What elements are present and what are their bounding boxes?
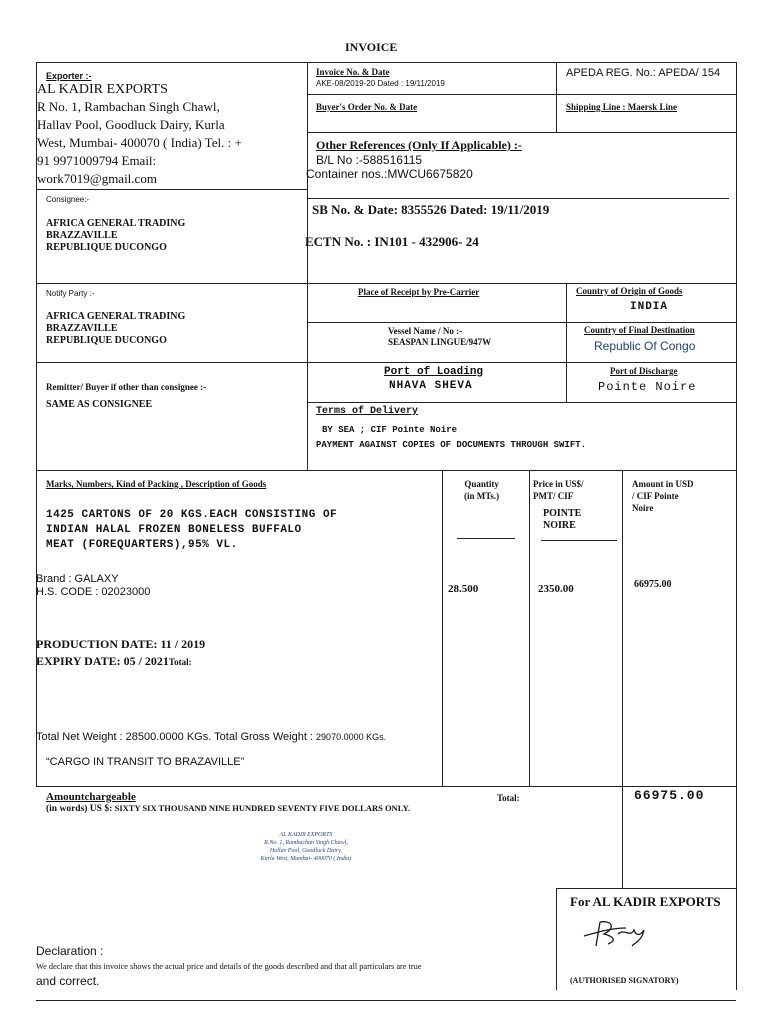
goods-frame-right	[736, 470, 737, 888]
frame-h-402	[307, 402, 736, 403]
amount-words-label: (in words) US $:	[46, 804, 115, 814]
invoice-no-heading: Invoice No. & Date	[316, 67, 390, 77]
terms-line1: BY SEA ; CIF Pointe Noire	[322, 425, 458, 435]
frame-mid-divider	[307, 62, 308, 470]
total-label: Total:	[497, 793, 520, 803]
signature-image	[578, 912, 658, 952]
shipping-line: Shipping Line : Maersk Line	[566, 102, 678, 112]
sign-box-left	[556, 888, 557, 990]
frame-origin-divider	[566, 283, 567, 402]
goods-bottom	[36, 786, 736, 787]
final-dest-heading: Country of Final Destination	[584, 325, 695, 335]
ectn-number: ECTN No. : IN101 - 432906- 24	[305, 234, 479, 249]
invoice-title: INVOICE	[345, 40, 398, 54]
frame-apeda-divider	[556, 62, 557, 132]
vessel-heading: Vessel Name / No :-	[388, 326, 463, 336]
quantity-heading: Quantity (in MTs.)	[464, 479, 500, 501]
apeda-reg: APEDA REG. No.: APEDA/ 154	[566, 67, 721, 79]
loading-value: NHAVA SHEVA	[389, 380, 473, 392]
price-underline	[541, 540, 617, 541]
goods-price: 2350.00	[538, 583, 574, 595]
refs-underline	[307, 198, 729, 199]
goods-amount: 66975.00	[634, 579, 672, 590]
origin-value: INDIA	[630, 301, 669, 313]
stamp-line4: Kurla West, Mumbai- 400070 ( India)	[260, 856, 352, 862]
discharge-heading: Port of Discharge	[610, 366, 678, 376]
goods-amount-divider	[622, 470, 623, 888]
frame-right-top	[736, 62, 737, 470]
bl-number: B/L No :-588516115	[316, 153, 423, 167]
discharge-value: Pointe Noire	[598, 380, 697, 394]
price-subheading: POINTE NOIRE	[543, 508, 582, 531]
total-amount: 66975.00	[634, 788, 705, 803]
remitter-text: SAME AS CONSIGNEE	[46, 399, 153, 410]
exporter-heading: Exporter :-	[46, 71, 92, 81]
frame-h-470	[36, 470, 736, 471]
amount-words-line	[46, 803, 410, 814]
price-heading: Price in US$/ PMT/ CIF	[533, 479, 584, 501]
company-stamp	[226, 831, 386, 863]
cargo-transit: “CARGO IN TRANSIT TO BRAZAVILLE”	[46, 756, 245, 768]
stamp-line2: R.No. 1, Rambachan Singh Chawl,	[264, 840, 348, 846]
remitter-heading: Remitter/ Buyer if other than consignee :-	[46, 382, 207, 392]
goods-quantity: 28.500	[448, 583, 479, 595]
sign-box-top	[556, 888, 736, 889]
notify-heading: Notify Party :-	[46, 289, 95, 298]
container-number: Container nos.:MWCU6675820	[306, 167, 473, 181]
weight-line	[36, 731, 386, 743]
terms-heading: Terms of Delivery	[316, 406, 419, 417]
stamp-line1: AL KADIR EXPORTS	[279, 832, 333, 838]
terms-line2: PAYMENT AGAINST COPIES OF DOCUMENTS THROUGH SWIFT.	[316, 440, 587, 450]
declaration-line1: We declare that this invoice shows the actual price and details of the goods described and that all particulars are true	[36, 962, 422, 971]
amount-words: SIXTY SIX THOUSAND NINE HUNDRED SEVENTY FIVE DOLLARS ONLY.	[114, 803, 411, 813]
sign-box-right	[736, 888, 737, 990]
frame-h-283	[36, 283, 736, 284]
frame-h-132	[307, 132, 736, 133]
origin-heading: Country of Origin of Goods	[576, 286, 683, 296]
declaration-heading: Declaration :	[36, 944, 104, 958]
pre-carrier-heading: Place of Receipt by Pre-Carrier	[358, 287, 480, 297]
exporter-name: AL KADIR EXPORTS	[37, 82, 168, 97]
amount-heading: Amount in USD / CIF Pointe Noire	[632, 479, 694, 513]
consignee-text: AFRICA GENERAL TRADING BRAZZAVILLE REPUBLIQUE DUCONGO	[46, 218, 186, 253]
notify-text: AFRICA GENERAL TRADING BRAZZAVILLE REPUBLIQUE DUCONGO	[46, 311, 186, 346]
frame-bottom	[36, 1000, 736, 1001]
buyers-order-heading: Buyer's Order No. & Date	[316, 102, 418, 112]
signatory-for: For AL KADIR EXPORTS	[570, 894, 721, 909]
qty-underline	[457, 538, 515, 539]
exporter-address: R No. 1, Rambachan Singh Chawl, Hallav Pool, Goodluck Dairy, Kurla West, Mumbai- 400070 ( India) Tel. : + 91 9971009794 Email: work7019@gmail.com	[37, 99, 242, 186]
sb-number: SB No. & Date: 8355526 Dated: 19/11/2019	[312, 202, 550, 217]
frame-h-322	[307, 322, 736, 323]
invoice-no-value: AKE-08/2019-20 Dated : 19/11/2019	[316, 79, 445, 88]
production-date: PRODUCTION DATE: 11 / 2019	[36, 637, 206, 651]
stamp-line3: Hallav Pool, Goodluck Dairy,	[269, 848, 343, 854]
expiry-date: EXPIRY DATE: 05 / 2021	[36, 654, 169, 668]
goods-hs-code: H.S. CODE : 02023000	[36, 586, 151, 598]
loading-heading: Port of Loading	[384, 366, 484, 378]
goods-description: 1425 CARTONS OF 20 KGS.EACH CONSISTING OF INDIAN HALAL FROZEN BONELESS BUFFALO MEAT (FOREQUARTERS),95% VL.	[46, 509, 338, 551]
other-refs-heading: Other References (Only If Applicable) :-	[316, 138, 522, 152]
declaration-line2: and correct.	[36, 974, 100, 988]
frame-top	[36, 62, 736, 63]
goods-price-divider	[529, 470, 530, 786]
goods-qty-divider	[442, 470, 443, 786]
frame-h-362	[36, 362, 736, 363]
frame-h-94	[307, 94, 736, 95]
signatory-label: (AUTHORISED SIGNATORY)	[570, 976, 679, 985]
final-dest-value: Republic Of Congo	[594, 339, 696, 353]
gross-weight-value: 29070.0000 KGs.	[316, 732, 387, 742]
consignee-heading: Consignee:-	[46, 195, 90, 204]
goods-marks-heading: Marks, Numbers, Kind of Packing , Description of Goods	[46, 479, 267, 489]
expiry-date-line	[36, 654, 192, 669]
frame-consignee-top	[36, 189, 307, 190]
net-gross-weight: Total Net Weight : 28500.0000 KGs. Total Gross Weight :	[36, 731, 317, 743]
goods-total-label: Total:	[168, 657, 192, 667]
amount-chargeable-heading: Amountchargeable	[46, 791, 136, 803]
vessel-value: SEASPAN LINGUE/947W	[388, 337, 492, 347]
goods-brand: Brand : GALAXY	[36, 573, 119, 585]
